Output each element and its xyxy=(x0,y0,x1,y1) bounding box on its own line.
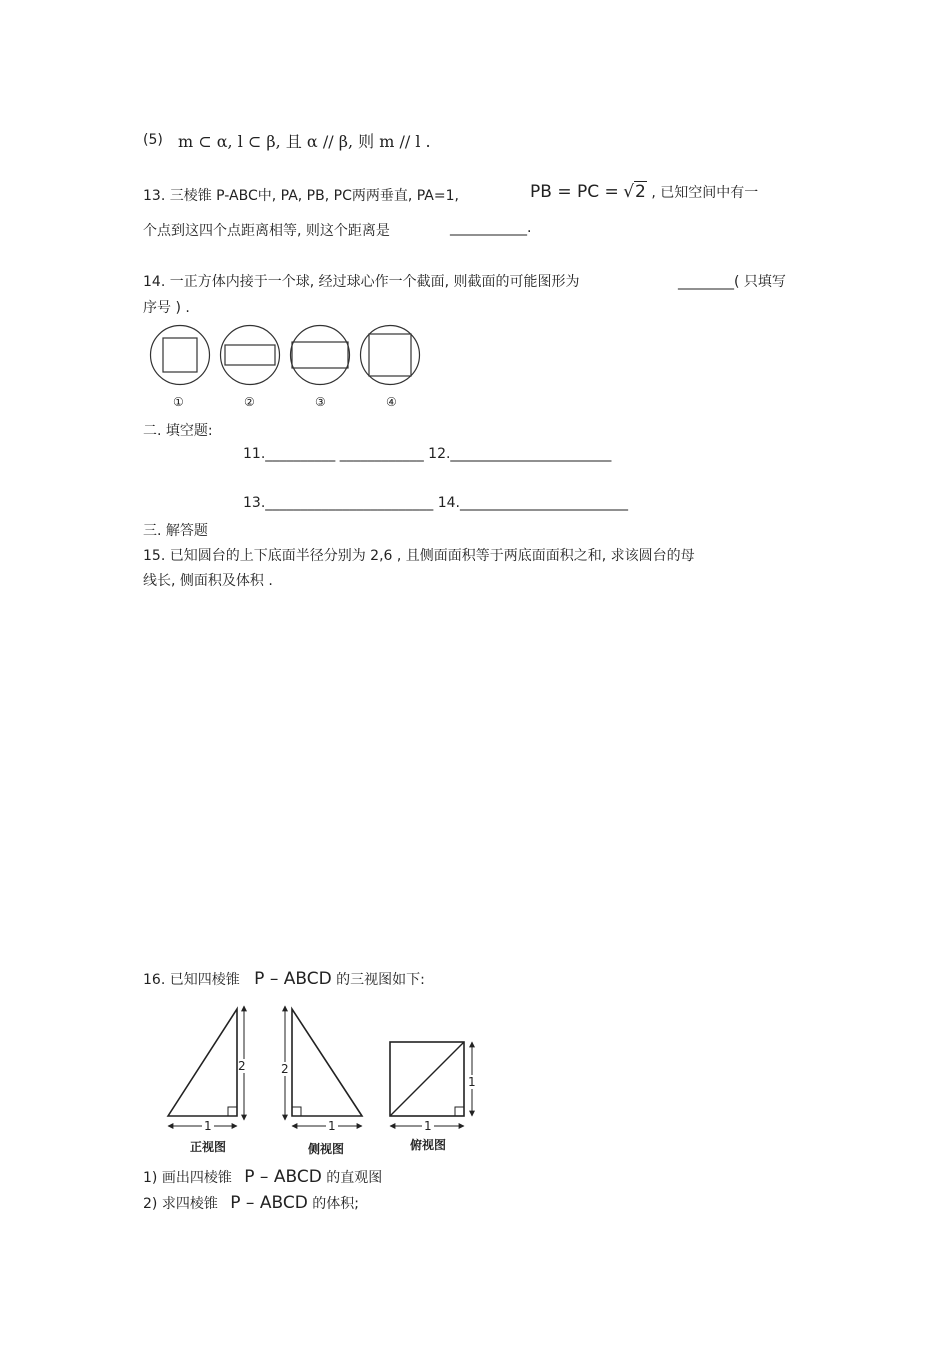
side-view-caption: 侧视图 xyxy=(308,1142,345,1156)
figure-4-label: ④ xyxy=(386,395,397,409)
q14-line1: 14. 一正方体内接于一个球, 经过球心作一个截面, 则截面的可能图形为 xyxy=(143,274,580,290)
q16-intro-suffix: 的三视图如下: xyxy=(336,972,425,988)
q13-answer-blank: ___________. xyxy=(450,220,532,236)
side-width-label: 1 xyxy=(328,1119,336,1133)
section-2-title: 二. 填空题: xyxy=(143,423,213,439)
q13-sqrt-value: 2 xyxy=(635,182,646,202)
q13-line2: 个点到这四个点距离相等, 则这个距离是 xyxy=(143,223,390,239)
side-height-label: 2 xyxy=(281,1062,289,1076)
figure-4 xyxy=(361,326,420,385)
q16-intro xyxy=(143,969,425,989)
q16-sub2 xyxy=(143,1193,359,1213)
q16-sub1-prefix: 1) 画出四棱锥 xyxy=(143,1170,232,1186)
q16-intro-prefix: 16. 已知四棱锥 xyxy=(143,972,240,988)
figure-2 xyxy=(221,326,280,385)
q13-pb-pc-expr: PB = PC = xyxy=(530,182,619,202)
figure-3 xyxy=(291,326,350,385)
figure-1 xyxy=(151,326,210,385)
figure-3-label: ③ xyxy=(315,395,326,409)
answer-row-11-12: 11.__________ ____________ 12._______________________ xyxy=(243,446,612,462)
side-view xyxy=(285,1006,362,1126)
q16-sub1-suffix: 的直观图 xyxy=(326,1170,383,1186)
front-width-label: 1 xyxy=(204,1119,212,1133)
q15-line1: 15. 已知圆台的上下底面半径分别为 2,6 , 且侧面面积等于两底面面积之和, 求该圆台的母 xyxy=(143,548,695,564)
front-view xyxy=(168,1006,244,1126)
front-height-label: 2 xyxy=(238,1059,246,1073)
answer-row-13-14: 13.________________________ 14.________________________ xyxy=(243,495,628,511)
top-view-caption: 俯视图 xyxy=(410,1138,447,1152)
top-width-label: 1 xyxy=(424,1119,432,1133)
q16-sub2-suffix: 的体积; xyxy=(312,1196,359,1212)
q16-sub1 xyxy=(143,1167,382,1187)
q16-sub2-prefix: 2) 求四棱锥 xyxy=(143,1196,218,1212)
q16-sub1-expr: P – ABCD xyxy=(244,1167,322,1187)
q13-line1: 13. 三棱锥 P-ABC中, PA, PB, PC两两垂直, PA=1, xyxy=(143,188,459,204)
q14-line2: 序号 ) . xyxy=(143,300,190,316)
q14-cross-section-figures xyxy=(145,322,425,388)
q16-intro-expr: P – ABCD xyxy=(254,969,332,989)
front-view-caption: 正视图 xyxy=(190,1140,227,1154)
q13-formula xyxy=(530,182,758,202)
figure-2-label: ② xyxy=(244,395,255,409)
item-5-number: (5) xyxy=(143,132,163,148)
item-5-statement: m ⊂ α, l ⊂ β, 且 α // β, 则 m // l . xyxy=(178,132,431,151)
top-view xyxy=(390,1042,472,1126)
section-3-title: 三. 解答题 xyxy=(143,523,208,539)
q14-blank-note: ________( 只填写 xyxy=(678,274,786,290)
sqrt-icon: √ xyxy=(623,182,635,202)
figure-1-label: ① xyxy=(173,395,184,409)
q15-line2: 线长, 侧面积及体积 . xyxy=(143,573,273,589)
q16-sub2-expr: P – ABCD xyxy=(230,1193,308,1213)
q13-after: , 已知空间中有一 xyxy=(651,185,759,201)
top-height-label: 1 xyxy=(468,1075,476,1089)
